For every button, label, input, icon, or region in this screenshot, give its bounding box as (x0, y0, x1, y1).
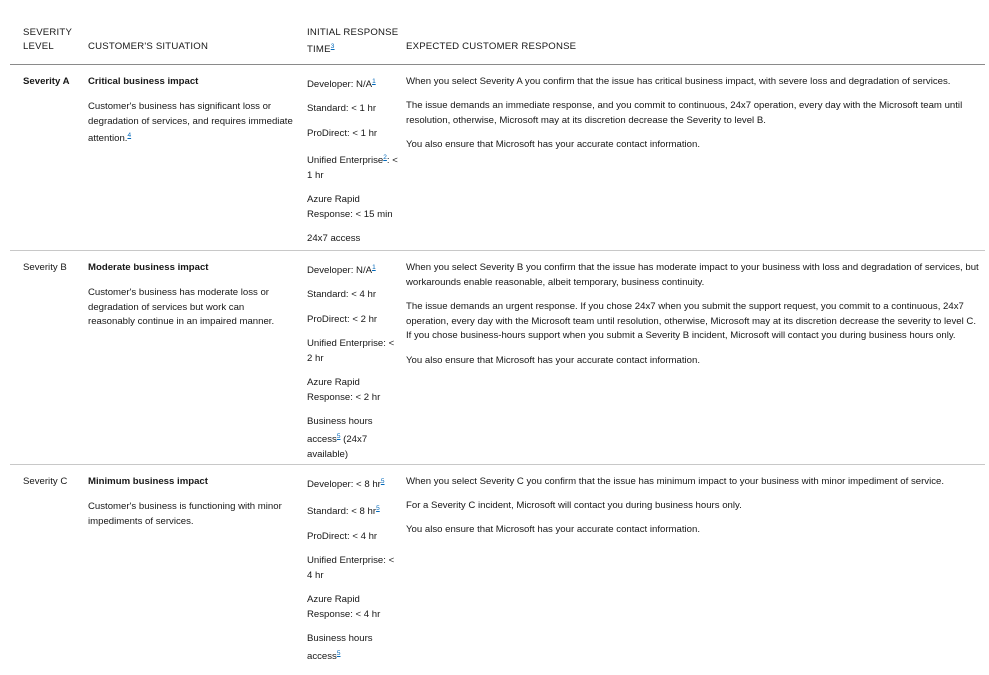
initial-response-times (307, 75, 399, 257)
header-customer-situation: CUSTOMER'S SITUATION (88, 41, 209, 52)
expected-paragraph: The issue demands an urgent response. If you chose 24x7 when you submit the support request, you commit to a continuous, 24x7 operation, every day with the Microsoft team until resolution, otherwise, Microsoft may at its discretion decrease the severity to level C. If you chose business-hours support when you submit a Severity B incident, Microsoft will contact you during business hours only. (406, 300, 977, 342)
header-severity-level: SEVERITY LEVEL (23, 27, 72, 52)
table-row (10, 65, 985, 251)
response-item: Azure Rapid Response: < 4 hr (307, 594, 381, 621)
response-item (307, 415, 399, 463)
severity-label: Severity B (23, 262, 67, 273)
situation-title: Minimum business impact (88, 476, 208, 487)
severity-label: Severity C (23, 476, 68, 487)
response-text: Developer: < 8 hr (307, 479, 381, 491)
response-item (307, 502, 399, 520)
expected-paragraph: When you select Severity C you confirm that the issue has minimum impact to your business with minor impediment of service. (406, 476, 944, 487)
footnote-link[interactable]: 5 (380, 478, 385, 485)
footnote-link[interactable]: 5 (336, 650, 341, 658)
footnote-link[interactable]: 3 (330, 43, 335, 50)
customer-situation (88, 261, 293, 339)
severity-label: Severity A (23, 76, 70, 87)
response-item: Azure Rapid Response: < 15 min (307, 194, 393, 221)
expected-paragraph: When you select Severity B you confirm that the issue has moderate impact to your business with loss and degradation of services, but workarounds enable reasonable, albeit temporary, business continuity. (406, 262, 979, 288)
response-item (307, 632, 399, 665)
response-item (307, 475, 399, 493)
initial-response-times (307, 261, 399, 472)
response-item: ProDirect: < 2 hr (307, 313, 378, 325)
situation-title: Moderate business impact (88, 262, 209, 273)
situation-text (88, 100, 293, 148)
response-item: Azure Rapid Response: < 2 hr (307, 377, 381, 403)
response-item (307, 151, 399, 184)
expected-response (406, 475, 981, 547)
response-text: Business hours access (307, 416, 373, 446)
footnote-link[interactable]: 5 (376, 505, 380, 513)
initial-response-times (307, 475, 399, 675)
table-row (10, 465, 985, 663)
response-text: Unified Enterprise (307, 155, 384, 167)
footnote-link[interactable]: 2 (383, 154, 387, 162)
header-initial-response-time (307, 26, 402, 57)
response-item: Standard: < 1 hr (307, 103, 377, 115)
response-item: Unified Enterprise: < 2 hr (307, 338, 395, 364)
response-item: Standard: < 4 hr (307, 289, 377, 301)
response-text: Standard: < 8 hr (307, 506, 377, 518)
situation-text-body: Customer's business has significant loss or degradation of services, and requires immediate attention. (88, 100, 293, 145)
footnote-link[interactable]: 5 (336, 433, 341, 441)
table-row (10, 251, 985, 465)
table-header (10, 0, 985, 65)
situation-title: Critical business impact (88, 76, 199, 87)
situation-text: Customer's business is functioning with minor impediments of services. (88, 500, 282, 527)
response-text-after: : < 1 hr (307, 155, 398, 182)
header-initial-response-label: INITIAL RESPONSE TIME (307, 27, 399, 56)
situation-text: Customer's business has moderate loss or degradation of services but work can reasonably continue in an impaired manner. (88, 286, 275, 328)
response-text: Developer: N/A (307, 79, 373, 91)
expected-paragraph: You also ensure that Microsoft has your accurate contact information. (406, 138, 701, 150)
response-text: Developer: N/A (307, 265, 373, 277)
response-text: Business hours access (307, 633, 373, 663)
footnote-link[interactable]: 1 (372, 264, 376, 271)
response-text-after: (24x7 available) (307, 434, 368, 461)
expected-paragraph: When you select Severity A you confirm that the issue has critical business impact, with severe loss and degradation of services. (406, 76, 951, 87)
response-item: 24x7 access (307, 233, 361, 245)
response-item: ProDirect: < 1 hr (307, 127, 378, 139)
response-item: Unified Enterprise: < 4 hr (307, 555, 395, 582)
customer-situation (88, 475, 293, 539)
expected-paragraph: For a Severity C incident, Microsoft will contact you during business hours only. (406, 500, 742, 512)
response-item: ProDirect: < 4 hr (307, 530, 378, 542)
customer-situation (88, 75, 293, 157)
expected-response (406, 75, 981, 162)
response-item (307, 75, 399, 93)
header-expected-customer-response: EXPECTED CUSTOMER RESPONSE (406, 41, 577, 52)
expected-paragraph: You also ensure that Microsoft has your accurate contact information. (406, 524, 701, 536)
expected-paragraph: The issue demands an immediate response, and you commit to continuous, 24x7 operation, every day with the Microsoft team until resolution, otherwise, Microsoft may at its discretion decrease the Severity to level B. (406, 100, 963, 126)
expected-paragraph: You also ensure that Microsoft has your accurate contact information. (406, 354, 701, 366)
expected-response (406, 261, 981, 378)
response-item (307, 261, 399, 279)
footnote-link[interactable]: 1 (372, 78, 376, 85)
footnote-link[interactable]: 4 (127, 132, 132, 140)
